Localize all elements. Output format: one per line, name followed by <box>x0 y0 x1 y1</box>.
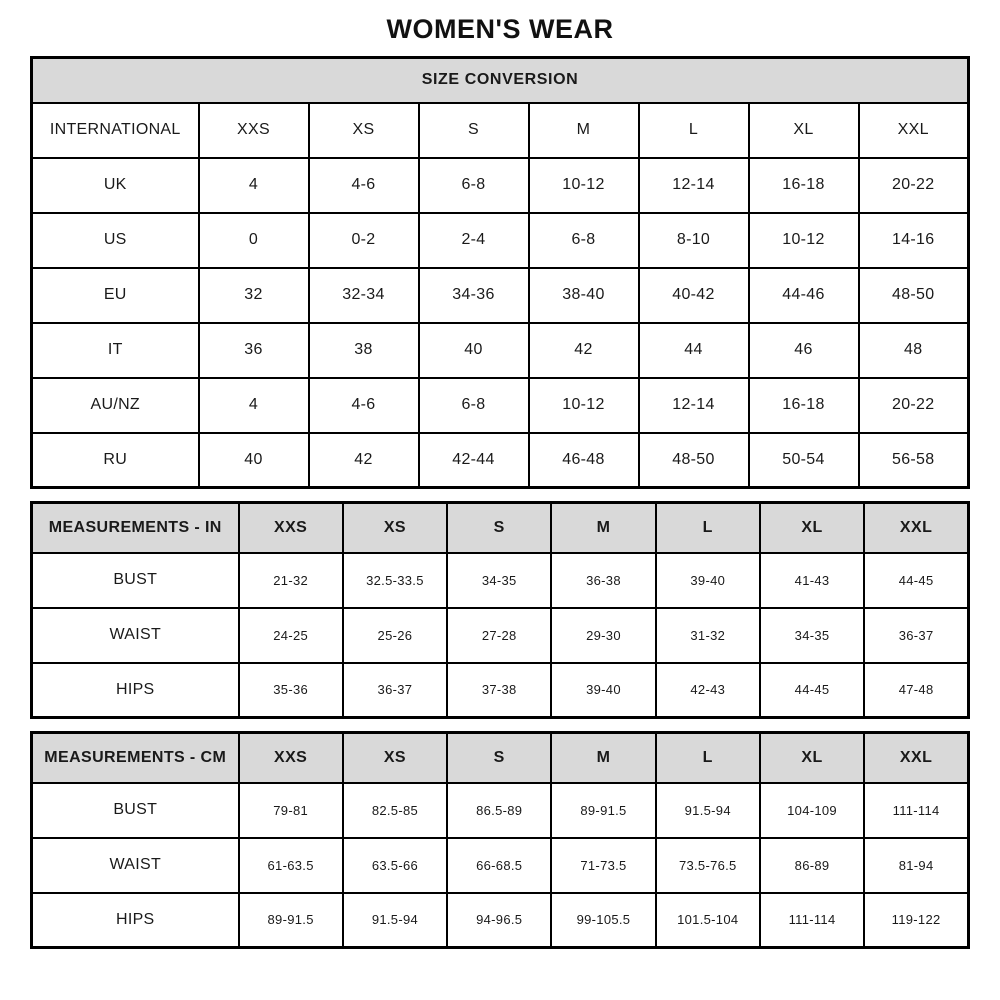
value-cell: 16-18 <box>749 378 859 433</box>
row-label: BUST <box>32 553 239 608</box>
table-row-aunz <box>32 378 969 433</box>
value-cell: 89-91.5 <box>551 783 655 838</box>
value-cell: 42 <box>529 323 639 378</box>
row-label: AU/NZ <box>32 378 199 433</box>
value-cell: 56-58 <box>859 433 969 488</box>
row-label: UK <box>32 158 199 213</box>
page-title: WOMEN'S WEAR <box>386 14 614 44</box>
value-cell: 12-14 <box>639 158 749 213</box>
column-header-xxl: XXL <box>864 733 968 783</box>
value-cell: 41-43 <box>760 553 864 608</box>
measurements-in-table <box>30 501 970 719</box>
value-cell: 42-43 <box>656 663 760 718</box>
value-cell: 111-114 <box>864 783 968 838</box>
value-cell: 0-2 <box>309 213 419 268</box>
value-cell: 29-30 <box>551 608 655 663</box>
value-cell: 99-105.5 <box>551 893 655 948</box>
value-cell: 94-96.5 <box>447 893 551 948</box>
size-conversion-header: SIZE CONVERSION <box>32 58 969 103</box>
value-cell: 36 <box>199 323 309 378</box>
value-cell: 86-89 <box>760 838 864 893</box>
measurements-cm-table <box>30 731 970 949</box>
value-cell: 42 <box>309 433 419 488</box>
value-cell: 8-10 <box>639 213 749 268</box>
column-header-l: L <box>639 103 749 158</box>
column-header-xs: XS <box>343 733 447 783</box>
column-header-xxs: XXS <box>199 103 309 158</box>
value-cell: 6-8 <box>419 158 529 213</box>
value-cell: 2-4 <box>419 213 529 268</box>
value-cell: 38 <box>309 323 419 378</box>
column-header-m: M <box>551 733 655 783</box>
value-cell: 111-114 <box>760 893 864 948</box>
value-cell: 20-22 <box>859 158 969 213</box>
value-cell: 34-35 <box>760 608 864 663</box>
column-header-m: M <box>551 503 655 553</box>
column-header-xl: XL <box>760 503 864 553</box>
value-cell: 14-16 <box>859 213 969 268</box>
table-row-us <box>32 213 969 268</box>
value-cell: 71-73.5 <box>551 838 655 893</box>
value-cell: 16-18 <box>749 158 859 213</box>
table-row-it <box>32 323 969 378</box>
value-cell: 46-48 <box>529 433 639 488</box>
value-cell: 48-50 <box>639 433 749 488</box>
value-cell: 104-109 <box>760 783 864 838</box>
row-label: EU <box>32 268 199 323</box>
column-header-xl: XL <box>749 103 859 158</box>
size-columns-row <box>32 103 969 158</box>
row-label: HIPS <box>32 663 239 718</box>
column-header-s: S <box>447 503 551 553</box>
value-cell: 46 <box>749 323 859 378</box>
value-cell: 61-63.5 <box>239 838 343 893</box>
value-cell: 32.5-33.5 <box>343 553 447 608</box>
value-cell: 89-91.5 <box>239 893 343 948</box>
table-row-waist-in <box>32 608 969 663</box>
measurements-cm-header-row <box>32 733 969 783</box>
value-cell: 73.5-76.5 <box>656 838 760 893</box>
value-cell: 50-54 <box>749 433 859 488</box>
value-cell: 40-42 <box>639 268 749 323</box>
value-cell: 24-25 <box>239 608 343 663</box>
measurements-in-header: MEASUREMENTS - IN <box>32 503 239 553</box>
column-header-xs: XS <box>309 103 419 158</box>
value-cell: 10-12 <box>529 378 639 433</box>
value-cell: 36-38 <box>551 553 655 608</box>
table-row-hips-in <box>32 663 969 718</box>
value-cell: 21-32 <box>239 553 343 608</box>
value-cell: 44-45 <box>864 553 968 608</box>
table-row-uk <box>32 158 969 213</box>
value-cell: 48 <box>859 323 969 378</box>
value-cell: 35-36 <box>239 663 343 718</box>
value-cell: 0 <box>199 213 309 268</box>
row-label: WAIST <box>32 608 239 663</box>
row-label: WAIST <box>32 838 239 893</box>
value-cell: 119-122 <box>864 893 968 948</box>
value-cell: 6-8 <box>419 378 529 433</box>
measurements-cm-header: MEASUREMENTS - CM <box>32 733 239 783</box>
value-cell: 86.5-89 <box>447 783 551 838</box>
value-cell: 4 <box>199 158 309 213</box>
measurements-in-header-row <box>32 503 969 553</box>
value-cell: 34-36 <box>419 268 529 323</box>
column-header-international: INTERNATIONAL <box>32 103 199 158</box>
value-cell: 79-81 <box>239 783 343 838</box>
value-cell: 32 <box>199 268 309 323</box>
size-conversion-table <box>30 56 970 489</box>
row-label: BUST <box>32 783 239 838</box>
row-label: US <box>32 213 199 268</box>
value-cell: 91.5-94 <box>656 783 760 838</box>
table-row-ru <box>32 433 969 488</box>
column-header-s: S <box>419 103 529 158</box>
value-cell: 36-37 <box>864 608 968 663</box>
value-cell: 4 <box>199 378 309 433</box>
column-header-xxs: XXS <box>239 733 343 783</box>
table-row-bust-in <box>32 553 969 608</box>
table-row-waist-cm <box>32 838 969 893</box>
column-header-s: S <box>447 733 551 783</box>
column-header-xxl: XXL <box>864 503 968 553</box>
value-cell: 101.5-104 <box>656 893 760 948</box>
value-cell: 31-32 <box>656 608 760 663</box>
value-cell: 82.5-85 <box>343 783 447 838</box>
value-cell: 10-12 <box>529 158 639 213</box>
value-cell: 12-14 <box>639 378 749 433</box>
value-cell: 66-68.5 <box>447 838 551 893</box>
table-row-bust-cm <box>32 783 969 838</box>
value-cell: 42-44 <box>419 433 529 488</box>
column-header-xxs: XXS <box>239 503 343 553</box>
table-row-eu <box>32 268 969 323</box>
row-label: RU <box>32 433 199 488</box>
value-cell: 27-28 <box>447 608 551 663</box>
value-cell: 10-12 <box>749 213 859 268</box>
value-cell: 47-48 <box>864 663 968 718</box>
column-header-l: L <box>656 503 760 553</box>
value-cell: 4-6 <box>309 378 419 433</box>
value-cell: 40 <box>419 323 529 378</box>
value-cell: 44-45 <box>760 663 864 718</box>
value-cell: 34-35 <box>447 553 551 608</box>
column-header-xxl: XXL <box>859 103 969 158</box>
value-cell: 48-50 <box>859 268 969 323</box>
value-cell: 44-46 <box>749 268 859 323</box>
value-cell: 32-34 <box>309 268 419 323</box>
row-label: HIPS <box>32 893 239 948</box>
value-cell: 20-22 <box>859 378 969 433</box>
row-label: IT <box>32 323 199 378</box>
value-cell: 40 <box>199 433 309 488</box>
value-cell: 39-40 <box>551 663 655 718</box>
value-cell: 36-37 <box>343 663 447 718</box>
column-header-xs: XS <box>343 503 447 553</box>
value-cell: 4-6 <box>309 158 419 213</box>
value-cell: 91.5-94 <box>343 893 447 948</box>
column-header-m: M <box>529 103 639 158</box>
value-cell: 63.5-66 <box>343 838 447 893</box>
table-row-hips-cm <box>32 893 969 948</box>
value-cell: 38-40 <box>529 268 639 323</box>
column-header-l: L <box>656 733 760 783</box>
size-conversion-header-row <box>32 58 969 103</box>
value-cell: 25-26 <box>343 608 447 663</box>
value-cell: 44 <box>639 323 749 378</box>
value-cell: 39-40 <box>656 553 760 608</box>
column-header-xl: XL <box>760 733 864 783</box>
value-cell: 6-8 <box>529 213 639 268</box>
value-cell: 37-38 <box>447 663 551 718</box>
value-cell: 81-94 <box>864 838 968 893</box>
